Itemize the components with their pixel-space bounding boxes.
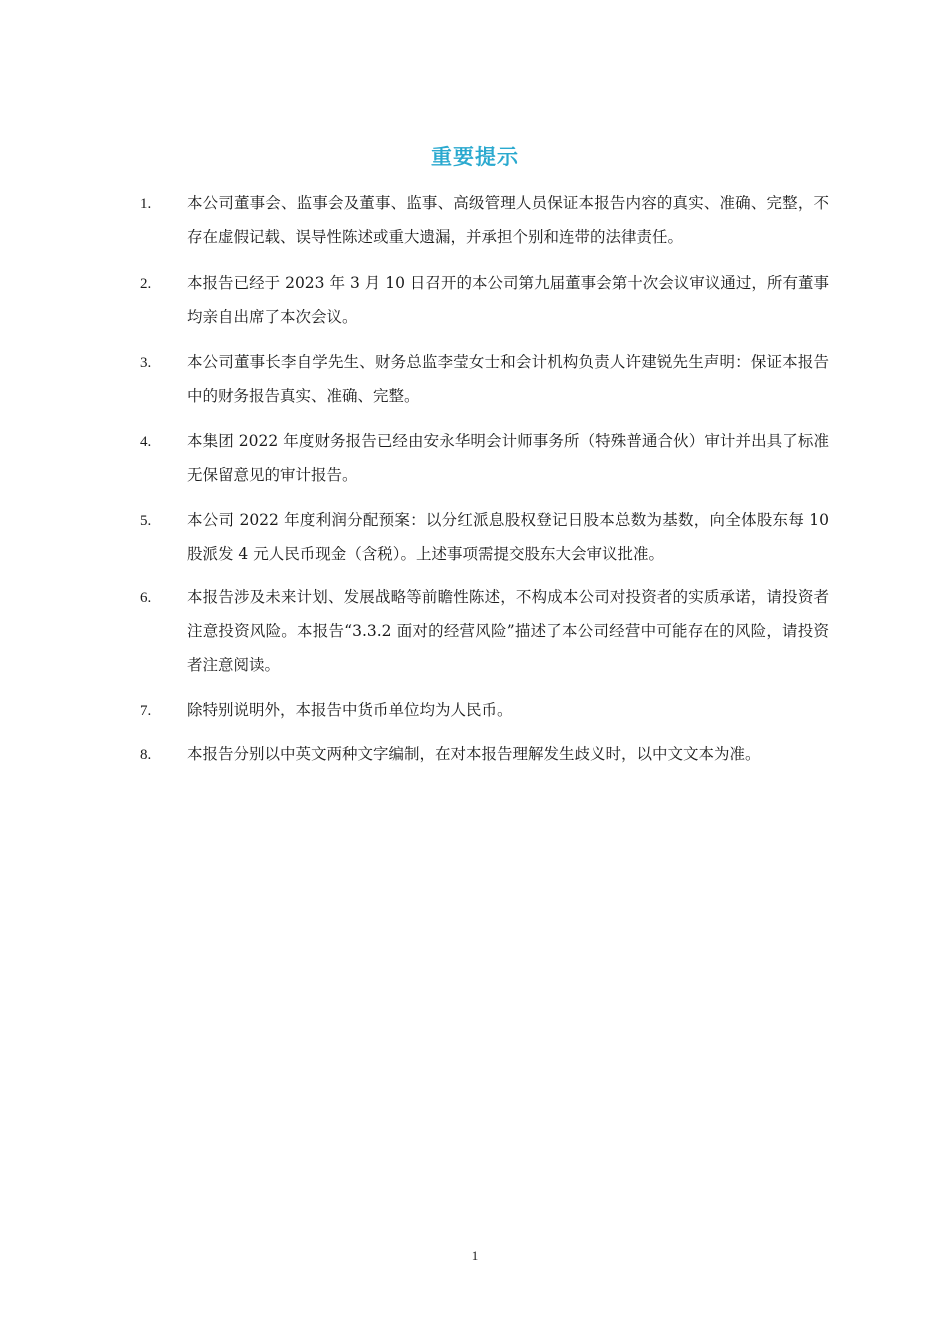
item-number: 3. — [140, 355, 152, 371]
item-number: 8. — [140, 747, 152, 763]
item-text: 本报告分别以中英文两种文字编制，在对本报告理解发生歧义时，以中文文本为准。 — [187, 745, 761, 763]
item-text: 本报告已经于 2023 年 3 月 10 日召开的本公司第九届董事会第十次会议审议通过，所有董事均亲自出席了本次会议。 — [187, 274, 829, 326]
item-number: 6. — [140, 590, 152, 606]
page-number: 1 — [471, 1248, 479, 1263]
item-text: 本报告涉及未来计划、发展战略等前瞻性陈述，不构成本公司对投资者的实质承诺，请投资者注意投资风险。本报告“3.3.2 面对的经营风险”描述了本公司经营中可能存在的风险，请投资者注意阅读。 — [187, 588, 829, 674]
item-number: 4. — [140, 434, 152, 450]
item-text: 除特别说明外，本报告中货币单位均为人民币。 — [187, 701, 513, 719]
item-number: 5. — [140, 513, 152, 529]
item-text: 本集团 2022 年度财务报告已经由安永华明会计师事务所（特殊普通合伙）审计并出具了标准无保留意见的审计报告。 — [187, 432, 829, 484]
item-text: 本公司董事会、监事会及董事、监事、高级管理人员保证本报告内容的真实、准确、完整，不存在虚假记载、误导性陈述或重大遗漏，并承担个别和连带的法律责任。 — [187, 194, 829, 246]
page-title: 重要提示 — [431, 145, 519, 169]
item-text: 本公司 2022 年度利润分配预案：以分红派息股权登记日股本总数为基数，向全体股东每 10 股派发 4 元人民币现金（含税）。上述事项需提交股东大会审议批准。 — [187, 511, 829, 563]
item-text: 本公司董事长李自学先生、财务总监李莹女士和会计机构负责人许建锐先生声明：保证本报告中的财务报告真实、准确、完整。 — [187, 353, 829, 405]
item-number: 1. — [140, 196, 152, 212]
item-number: 2. — [140, 276, 152, 292]
item-number: 7. — [140, 703, 152, 719]
